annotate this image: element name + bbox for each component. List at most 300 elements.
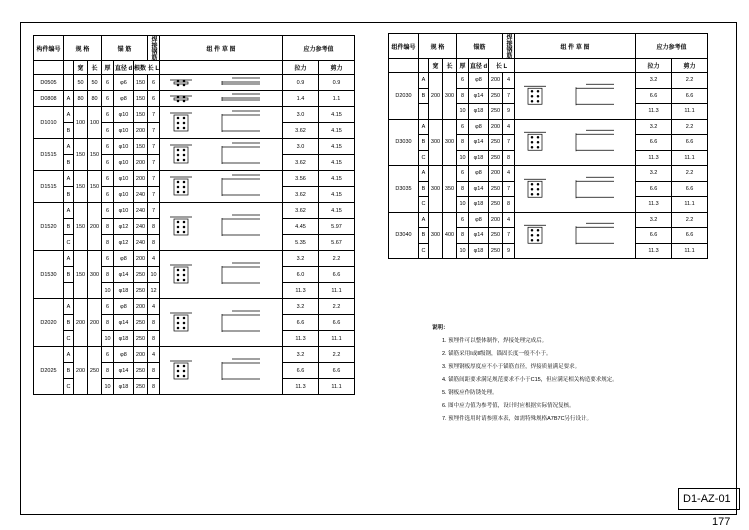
embedded-part-sketch-icon (516, 213, 634, 258)
anchor-length: 240 (134, 235, 148, 251)
header-member-id: 构件编号 (34, 36, 64, 61)
anchor-length: 250 (134, 379, 148, 395)
anchor-diameter: φ14 (469, 228, 489, 244)
header-thick: 厚 (102, 61, 114, 75)
header-shear: 剪力 (672, 59, 708, 73)
header-thick: 厚 (457, 59, 469, 73)
notes-title: 说明： (432, 325, 449, 331)
anchor-diameter: φ8 (114, 91, 134, 107)
embedded-part-sketch-icon (516, 120, 634, 165)
member-id: D1010 (34, 107, 64, 139)
table-row (389, 73, 708, 89)
anchor-count: 8 (148, 315, 160, 331)
anchor-length: 240 (134, 203, 148, 219)
sub-type: A (64, 171, 74, 187)
anchor-count: 4 (148, 251, 160, 267)
plate-thickness: 10 (102, 331, 114, 347)
plate-length: 200 (88, 299, 102, 347)
anchor-diameter: φ14 (114, 267, 134, 283)
shear-value: 6.6 (672, 88, 708, 104)
anchor-diameter: φ10 (114, 155, 134, 171)
tension-value: 4.45 (283, 219, 319, 235)
tension-value: 0.9 (283, 75, 319, 91)
anchor-length: 250 (134, 267, 148, 283)
anchor-count: 6 (148, 91, 160, 107)
sub-type: B (419, 88, 429, 104)
plate-thickness: 8 (457, 88, 469, 104)
sub-type (419, 104, 429, 120)
anchor-count: 7 (148, 139, 160, 155)
sub-type: A (64, 203, 74, 219)
anchor-count: 8 (148, 219, 160, 235)
anchor-diameter: φ12 (114, 235, 134, 251)
plate-thickness: 6 (102, 203, 114, 219)
shear-value: 4.15 (319, 107, 355, 123)
plate-thickness: 6 (457, 212, 469, 228)
tension-value: 11.3 (283, 331, 319, 347)
shear-value: 1.1 (319, 91, 355, 107)
member-id: D0808 (34, 91, 64, 107)
anchor-count: 8 (148, 331, 160, 347)
anchor-count: 6 (148, 75, 160, 91)
sub-type: B (419, 135, 429, 151)
anchor-count: 4 (503, 166, 515, 182)
shear-value: 2.2 (319, 299, 355, 315)
plate-thickness: 8 (102, 315, 114, 331)
anchor-diameter: φ8 (114, 347, 134, 363)
part-figure (160, 171, 283, 203)
sub-type: A (419, 212, 429, 228)
header-shear: 剪力 (319, 61, 355, 75)
anchor-diameter: φ8 (114, 251, 134, 267)
table-row (34, 347, 355, 363)
anchor-diameter: φ18 (469, 104, 489, 120)
embedded-part-sketch-icon (516, 167, 634, 212)
sub-type: C (64, 235, 74, 251)
shear-value: 2.2 (672, 119, 708, 135)
header-figure: 组 件 草 图 (515, 34, 636, 59)
plate-thickness: 8 (102, 363, 114, 379)
plate-width: 300 (429, 166, 443, 213)
header-extra: 焊接钢筋 (503, 34, 515, 59)
sub-type: B (419, 181, 429, 197)
part-figure (160, 347, 283, 395)
part-figure (160, 75, 283, 91)
embedded-part-sketch-icon (162, 300, 280, 346)
anchor-diameter: φ8 (469, 73, 489, 89)
sub-type: C (419, 197, 429, 213)
plate-thickness: 10 (457, 243, 469, 259)
embedded-part-sketch-icon (516, 74, 634, 119)
note-item: 5. 钢板应作防锈处理。 (442, 390, 498, 396)
tension-value: 11.3 (636, 104, 672, 120)
anchor-count: 12 (148, 283, 160, 299)
design-notes (432, 322, 722, 426)
header-extra: 焊接钢筋 (148, 36, 160, 61)
anchor-length: 250 (134, 315, 148, 331)
sub-type: A (419, 166, 429, 182)
plate-width: 80 (74, 91, 88, 107)
header-length: 长 (88, 61, 102, 75)
anchor-count: 4 (148, 299, 160, 315)
sub-type (64, 75, 74, 91)
plate-length: 350 (443, 166, 457, 213)
anchor-diameter: φ10 (114, 171, 134, 187)
plate-width: 300 (429, 212, 443, 259)
tension-value: 6.6 (636, 135, 672, 151)
shear-value: 6.6 (672, 228, 708, 244)
sub-type: B (64, 267, 74, 283)
table-row (34, 107, 355, 123)
anchor-diameter: φ14 (469, 135, 489, 151)
shear-value: 4.15 (319, 187, 355, 203)
anchor-count: 8 (148, 363, 160, 379)
part-figure (160, 91, 283, 107)
anchor-count: 7 (148, 171, 160, 187)
anchor-length: 250 (134, 331, 148, 347)
table-row (389, 166, 708, 182)
plate-thickness: 8 (457, 228, 469, 244)
note-item: 2. 锚筋采用Ⅰ或Ⅱ级钢，锚固长度一般不小于。 (442, 351, 552, 357)
plate-length: 300 (88, 251, 102, 299)
member-id: D2030 (389, 73, 419, 120)
shear-value: 2.2 (672, 166, 708, 182)
anchor-diameter: φ8 (469, 166, 489, 182)
note-item: 1. 预埋件可以整体制作，焊接处理完成后。 (442, 338, 548, 344)
tension-value: 6.6 (636, 181, 672, 197)
tension-value: 3.62 (283, 187, 319, 203)
anchor-count: 7 (503, 88, 515, 104)
shear-value: 6.6 (672, 181, 708, 197)
tension-value: 3.62 (283, 155, 319, 171)
tension-value: 1.4 (283, 91, 319, 107)
anchor-length: 250 (489, 228, 503, 244)
anchor-count: 7 (503, 181, 515, 197)
anchor-count: 8 (503, 150, 515, 166)
anchor-length: 250 (489, 150, 503, 166)
tension-value: 6.6 (283, 363, 319, 379)
shear-value: 11.1 (672, 197, 708, 213)
embedded-part-sketch-icon (162, 204, 280, 250)
anchor-length: 200 (489, 73, 503, 89)
tension-value: 3.62 (283, 203, 319, 219)
part-figure (160, 107, 283, 139)
embedded-part-sketch-icon (162, 172, 280, 202)
anchor-count: 8 (148, 235, 160, 251)
plate-thickness: 6 (457, 166, 469, 182)
plate-thickness: 6 (102, 91, 114, 107)
right-embedded-parts-table (388, 33, 708, 259)
table-row (34, 91, 355, 107)
shear-value: 11.1 (672, 150, 708, 166)
tension-value: 3.56 (283, 171, 319, 187)
anchor-count: 7 (503, 228, 515, 244)
plate-thickness: 10 (102, 379, 114, 395)
tension-value: 11.3 (283, 283, 319, 299)
tension-value: 3.2 (283, 299, 319, 315)
part-figure (160, 251, 283, 299)
sub-type: A (64, 91, 74, 107)
plate-width: 200 (74, 347, 88, 395)
header-count-length: 长 L (489, 59, 515, 73)
plate-thickness: 6 (102, 171, 114, 187)
anchor-diameter: φ8 (469, 119, 489, 135)
header-diameter: 直径 d (469, 59, 489, 73)
anchor-length: 250 (134, 363, 148, 379)
shear-value: 4.15 (319, 203, 355, 219)
plate-length: 200 (88, 203, 102, 251)
anchor-diameter: φ18 (114, 331, 134, 347)
anchor-count: 7 (148, 107, 160, 123)
anchor-diameter: φ18 (469, 197, 489, 213)
plate-width: 50 (74, 75, 88, 91)
member-id: D1530 (34, 251, 64, 299)
anchor-count: 7 (503, 135, 515, 151)
sub-type: A (64, 299, 74, 315)
anchor-count: 7 (148, 123, 160, 139)
embedded-part-sketch-icon (162, 140, 280, 170)
header-width: 宽 (429, 59, 443, 73)
plate-thickness: 6 (102, 107, 114, 123)
plate-width: 200 (429, 73, 443, 120)
part-figure (515, 212, 636, 259)
anchor-diameter: φ10 (114, 123, 134, 139)
plate-thickness: 10 (102, 283, 114, 299)
anchor-length: 250 (489, 181, 503, 197)
shear-value: 2.2 (319, 251, 355, 267)
notes-list (432, 335, 722, 426)
anchor-diameter: φ18 (114, 283, 134, 299)
header-member-id: 组件编号 (389, 34, 419, 59)
anchor-diameter: φ10 (114, 187, 134, 203)
shear-value: 0.9 (319, 75, 355, 91)
sub-type: A (419, 119, 429, 135)
plate-thickness: 6 (102, 123, 114, 139)
note-item: 3. 预埋钢板厚度应不小于锚筋直径，焊接质量满足要求。 (442, 364, 581, 370)
shear-value: 11.1 (319, 379, 355, 395)
tension-value: 6.6 (636, 228, 672, 244)
plate-thickness: 6 (102, 299, 114, 315)
shear-value: 4.15 (319, 155, 355, 171)
anchor-length: 250 (489, 135, 503, 151)
shear-value: 11.1 (672, 104, 708, 120)
anchor-length: 200 (489, 212, 503, 228)
part-figure (515, 119, 636, 166)
anchor-count: 4 (503, 212, 515, 228)
anchor-length: 200 (134, 155, 148, 171)
sub-type: A (64, 139, 74, 155)
anchor-count: 7 (148, 203, 160, 219)
part-figure (160, 139, 283, 171)
table-row (389, 119, 708, 135)
member-id: D2025 (34, 347, 64, 395)
anchor-diameter: φ14 (469, 181, 489, 197)
header-anchor: 锚 筋 (102, 36, 148, 61)
anchor-length: 250 (134, 283, 148, 299)
part-figure (160, 299, 283, 347)
sub-type: C (64, 379, 74, 395)
embedded-part-sketch-icon (162, 348, 280, 394)
anchor-count: 7 (148, 187, 160, 203)
shear-value: 4.15 (319, 171, 355, 187)
plate-length: 80 (88, 91, 102, 107)
plate-thickness: 6 (102, 75, 114, 91)
shear-value: 6.6 (319, 315, 355, 331)
tension-value: 3.2 (283, 347, 319, 363)
tension-value: 6.6 (283, 315, 319, 331)
anchor-length: 200 (134, 299, 148, 315)
anchor-count: 9 (503, 243, 515, 259)
anchor-length: 150 (134, 91, 148, 107)
part-figure (515, 73, 636, 120)
shear-value: 2.2 (319, 347, 355, 363)
header-ref-force: 应力参考值 (283, 36, 355, 61)
plate-thickness: 10 (457, 104, 469, 120)
sub-type: B (64, 187, 74, 203)
plate-thickness: 8 (102, 235, 114, 251)
embedded-part-sketch-icon (162, 252, 280, 298)
anchor-diameter: φ18 (469, 243, 489, 259)
plate-thickness: 6 (102, 139, 114, 155)
shear-value: 6.6 (319, 363, 355, 379)
header-diameter: 直径 d (114, 61, 134, 75)
anchor-diameter: φ8 (114, 299, 134, 315)
plate-thickness: 6 (102, 187, 114, 203)
plate-width: 100 (74, 107, 88, 139)
header-spec: 规 格 (64, 36, 102, 61)
anchor-length: 240 (134, 187, 148, 203)
member-id: D0505 (34, 75, 64, 91)
plate-thickness: 10 (457, 197, 469, 213)
shear-value: 5.97 (319, 219, 355, 235)
table-row (389, 212, 708, 228)
sub-type: B (64, 315, 74, 331)
sub-type: A (419, 73, 429, 89)
member-id: D3030 (389, 119, 419, 166)
shear-value: 11.1 (672, 243, 708, 259)
anchor-length: 200 (134, 171, 148, 187)
header-length: 长 (443, 59, 457, 73)
sub-type: C (419, 243, 429, 259)
header-tension: 拉力 (636, 59, 672, 73)
part-figure (515, 166, 636, 213)
sub-type: B (419, 228, 429, 244)
plate-length: 250 (88, 347, 102, 395)
plate-width: 150 (74, 203, 88, 251)
member-id: D1520 (34, 203, 64, 251)
sub-type: B (64, 219, 74, 235)
plate-length: 100 (88, 107, 102, 139)
shear-value: 4.15 (319, 123, 355, 139)
anchor-count: 4 (503, 73, 515, 89)
tension-value: 3.2 (636, 212, 672, 228)
tension-value: 6.0 (283, 267, 319, 283)
anchor-diameter: φ18 (114, 379, 134, 395)
shear-value: 6.6 (319, 267, 355, 283)
plate-length: 300 (443, 119, 457, 166)
tension-value: 3.62 (283, 123, 319, 139)
anchor-length: 240 (134, 219, 148, 235)
anchor-diameter: φ12 (114, 219, 134, 235)
plate-width: 300 (429, 119, 443, 166)
table-row (34, 299, 355, 315)
shear-value: 2.2 (672, 212, 708, 228)
shear-value: 6.6 (672, 135, 708, 151)
plate-length: 150 (88, 171, 102, 203)
header-anchor: 锚筋 (457, 34, 503, 59)
anchor-length: 200 (489, 166, 503, 182)
sub-type: C (64, 331, 74, 347)
anchor-count: 9 (503, 104, 515, 120)
embedded-part-sketch-icon (162, 108, 280, 138)
plate-thickness: 8 (457, 135, 469, 151)
anchor-count: 4 (503, 119, 515, 135)
plate-length: 400 (443, 212, 457, 259)
drawing-code: D1-AZ-01 (678, 488, 740, 510)
shear-value: 5.67 (319, 235, 355, 251)
sub-type: B (64, 155, 74, 171)
tension-value: 3.0 (283, 139, 319, 155)
header-tension: 拉力 (283, 61, 319, 75)
anchor-length: 250 (489, 104, 503, 120)
tension-value: 11.3 (283, 379, 319, 395)
header-width: 宽 (74, 61, 88, 75)
sub-type: B (64, 123, 74, 139)
anchor-diameter: φ10 (114, 139, 134, 155)
plate-length: 300 (443, 73, 457, 120)
tension-value: 11.3 (636, 150, 672, 166)
anchor-length: 150 (134, 75, 148, 91)
anchor-length: 200 (134, 251, 148, 267)
tension-value: 11.3 (636, 243, 672, 259)
page-number: 177 (712, 516, 731, 528)
anchor-count: 4 (148, 347, 160, 363)
embedded-part-sketch-icon (162, 92, 280, 106)
member-id: D1515 (34, 171, 64, 203)
plate-thickness: 6 (102, 347, 114, 363)
anchor-length: 250 (489, 197, 503, 213)
header-spec: 规 格 (419, 34, 457, 59)
note-item: 7. 预埋件选用时请参照本表，如需特殊规格A7B7C另行设计。 (442, 416, 593, 422)
anchor-length: 150 (134, 139, 148, 155)
plate-thickness: 8 (102, 219, 114, 235)
header-figure: 组 件 草 图 (160, 36, 283, 61)
anchor-length: 250 (489, 88, 503, 104)
table-row (34, 171, 355, 187)
table-row (34, 75, 355, 91)
tension-value: 3.0 (283, 107, 319, 123)
member-id: D3040 (389, 212, 419, 259)
plate-thickness: 6 (102, 155, 114, 171)
shear-value: 4.15 (319, 139, 355, 155)
anchor-diameter: φ10 (114, 107, 134, 123)
shear-value: 11.1 (319, 331, 355, 347)
tension-value: 11.3 (636, 197, 672, 213)
sub-type: C (419, 150, 429, 166)
tension-value: 3.2 (283, 251, 319, 267)
sub-type: B (64, 363, 74, 379)
tension-value: 6.6 (636, 88, 672, 104)
note-item: 6. 图中应力值为参考值，设计时应根据实际情况复核。 (442, 403, 575, 409)
sub-type (64, 283, 74, 299)
anchor-length: 250 (489, 243, 503, 259)
anchor-diameter: φ18 (469, 150, 489, 166)
sub-type: A (64, 347, 74, 363)
tension-value: 3.2 (636, 166, 672, 182)
shear-value: 11.1 (319, 283, 355, 299)
tension-value: 3.2 (636, 119, 672, 135)
anchor-count: 7 (148, 155, 160, 171)
